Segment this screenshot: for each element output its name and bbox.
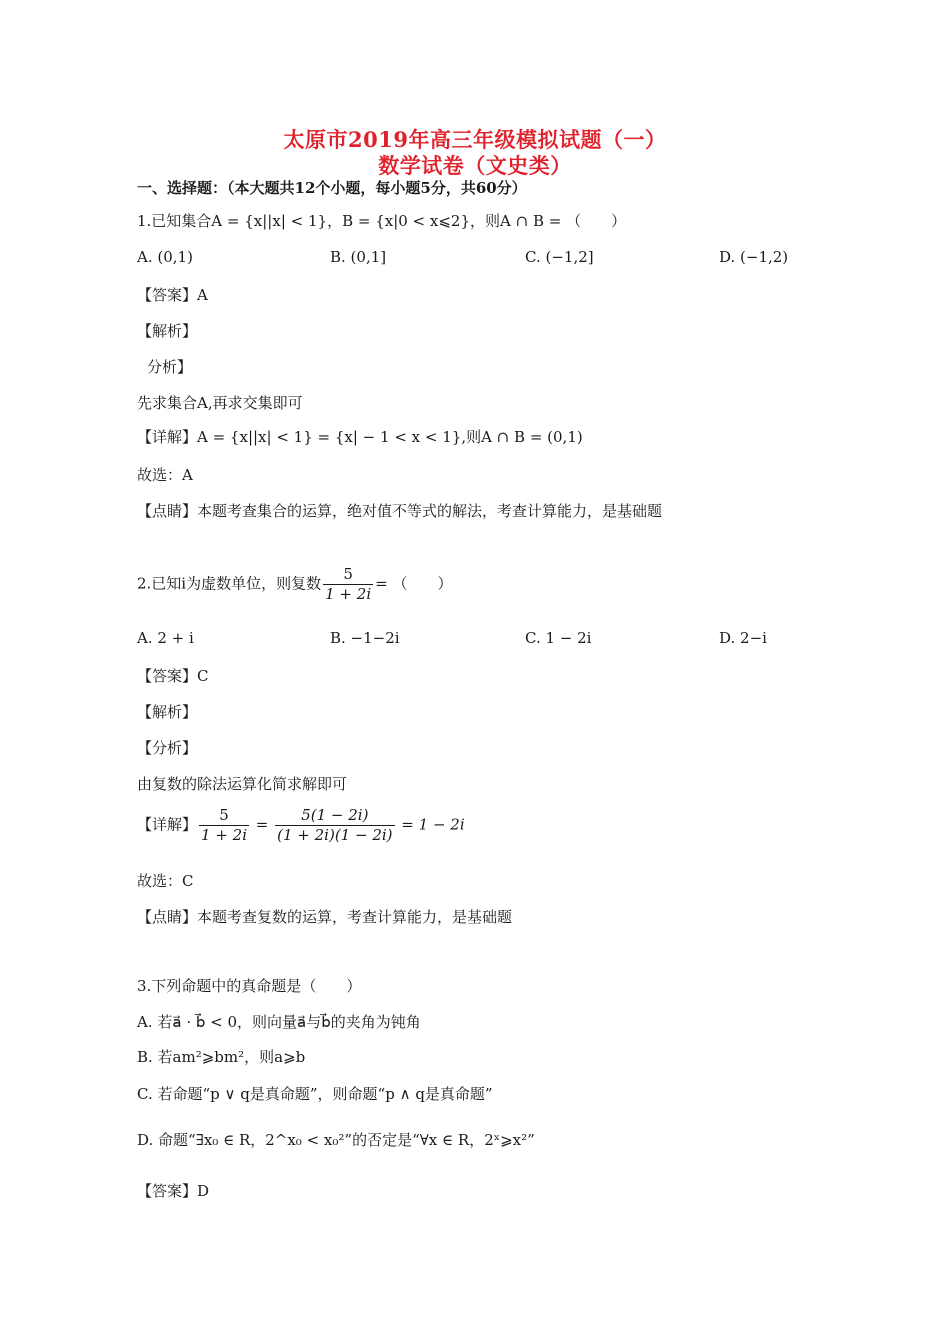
q2-detail-result: = 1 − 2i — [401, 815, 465, 834]
q1-dianjing: 【点睛】本题考查集合的运算，绝对值不等式的解法，考查计算能力，是基础题 — [137, 502, 663, 520]
q2-detail-frac1-den: 1 + 2i — [201, 826, 248, 844]
q1-answer: 【答案】A — [137, 286, 208, 304]
q1-option-b: B. (0,1] — [330, 248, 387, 266]
q2-fenxi: 【分析】 — [137, 739, 198, 757]
q2-detail-frac2 — [275, 806, 394, 845]
q2-frac-num: 5 — [343, 565, 353, 583]
q2-jiexi: 【解析】 — [137, 703, 198, 721]
q2-detail-prefix: 【详解】 — [137, 815, 198, 834]
q3-option-d: D. 命题“∃x₀ ∈ R，2^x₀ < x₀²”的否定是“∀x ∈ R，2ˣ⩾x²” — [137, 1131, 535, 1149]
q2-frac-den: 1 + 2i — [325, 585, 372, 603]
q1-detail: 【详解】A = {x||x| < 1} = {x| − 1 < x < 1},则A ∩ B = (0,1) — [137, 428, 583, 446]
q1-stem: 1.已知集合A = {x||x| < 1}，B = {x|0 < x⩽2}，则A ∩ B = （ ） — [137, 212, 627, 230]
q1-option-a: A. (0,1) — [137, 248, 193, 266]
q2-stem — [137, 565, 452, 604]
q1-fenxi-text: 先求集合A,再求交集即可 — [137, 394, 303, 412]
q2-dianjing: 【点睛】本题考查复数的运算，考查计算能力，是基础题 — [137, 908, 513, 926]
q1-option-c: C. (−1,2] — [525, 248, 594, 266]
q2-answer: 【答案】C — [137, 667, 209, 685]
q2-detail-frac1-num: 5 — [219, 806, 229, 824]
q2-stem-suffix: = （ ） — [375, 574, 453, 593]
q2-option-d: D. 2−i — [719, 629, 767, 647]
doc-title: 太原市2019年高三年级模拟试题（一） — [283, 127, 667, 152]
q3-answer: 【答案】D — [137, 1182, 210, 1200]
q2-option-a: A. 2 + i — [137, 629, 194, 647]
q2-detail-frac2-den: (1 + 2i)(1 − 2i) — [277, 826, 393, 844]
q1-choose: 故选：A — [137, 466, 193, 484]
doc-subtitle: 数学试卷（文史类） — [378, 153, 572, 178]
q1-jiexi: 【解析】 — [137, 322, 198, 340]
q2-detail-frac1 — [199, 806, 249, 845]
q2-fenxi-text: 由复数的除法运算化简求解即可 — [137, 775, 348, 793]
q3-stem: 3.下列命题中的真命题是（ ） — [137, 977, 362, 995]
q2-stem-prefix: 2.已知i为虚数单位，则复数 — [137, 574, 322, 593]
q2-fraction — [323, 565, 373, 604]
q2-detail-frac2-num: 5(1 − 2i) — [301, 806, 369, 824]
q2-detail: 【详解】 $\frac{5}{1 + 2i}$ = $\frac{5(1 - 2i)}{(1 + 2i)(1 - 2i)}$ = 1 − 2i — [137, 806, 465, 844]
q1-fenxi: 分析】 — [147, 358, 193, 376]
q3-option-b: B. 若am²⩾bm²，则a⩾b — [137, 1048, 306, 1066]
q2-choose: 故选：C — [137, 872, 194, 890]
q1-option-d: D. (−1,2) — [719, 248, 789, 266]
q2-option-b: B. −1−2i — [330, 629, 400, 647]
q3-option-c: C. 若命题“p ∨ q是真命题”，则命题“p ∧ q是真命题” — [137, 1085, 493, 1103]
q3-option-a: A. 若a⃗ · b⃗ < 0，则向量a⃗与b⃗的夹角为钝角 — [137, 1013, 421, 1031]
section-heading: 一、选择题：（本大题共12个小题，每小题5分，共60分） — [137, 179, 527, 197]
q2-option-c: C. 1 − 2i — [525, 629, 592, 647]
